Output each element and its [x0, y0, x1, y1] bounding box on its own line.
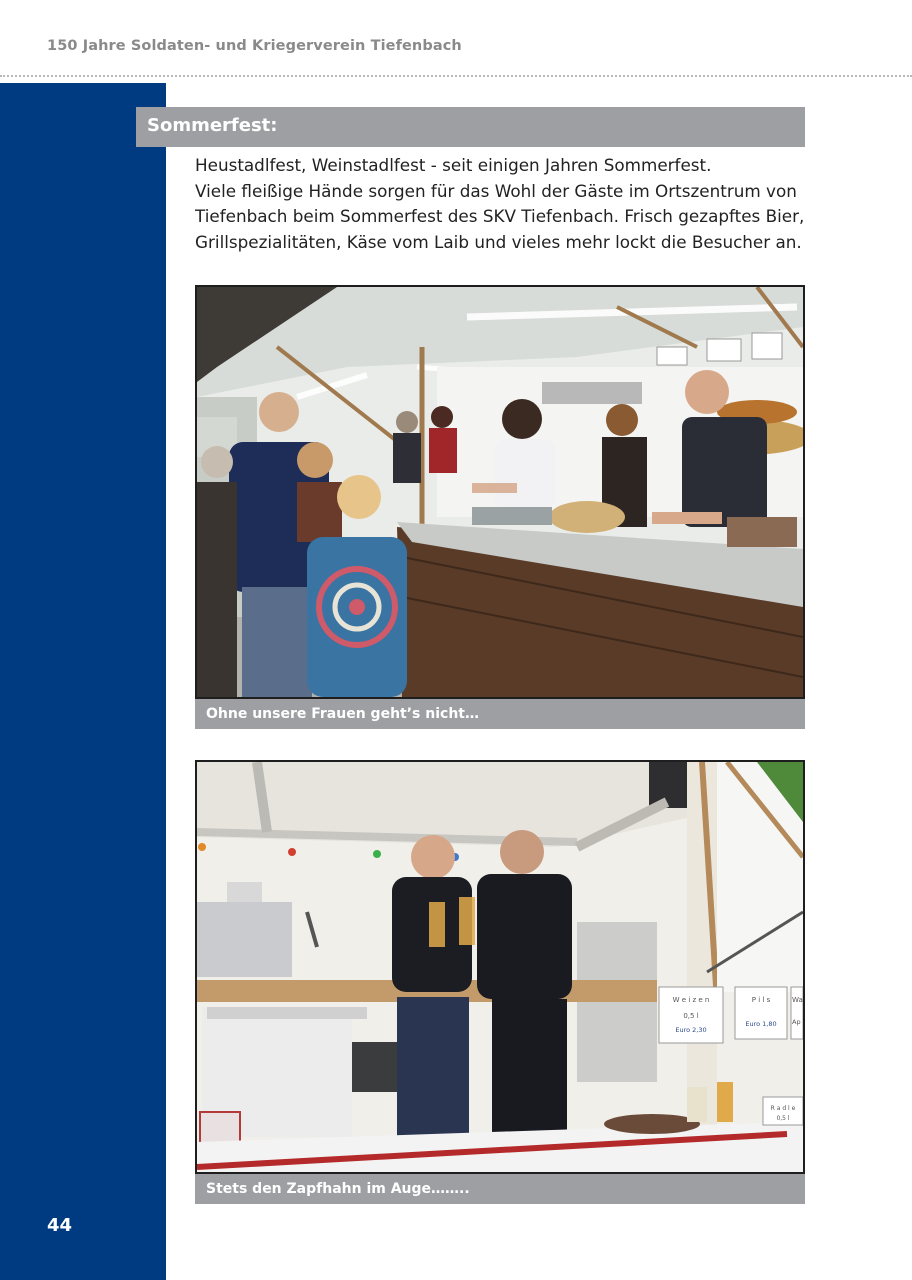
section-heading: Sommerfest:	[136, 107, 805, 147]
intro-line-4: Grillspezialitäten, Käse vom Laib und vieles mehr lockt die Besucher an.	[195, 231, 802, 252]
intro-line-1: Heustadlfest, Weinstadlfest - seit einigen Jahren Sommerfest.	[195, 155, 712, 175]
photo-beer-bar-image	[197, 762, 803, 1172]
price-sign-partial	[791, 987, 803, 1039]
price-sign-partial-line-1: Wa	[792, 996, 803, 1004]
photo-serving-counter	[195, 285, 805, 699]
price-sign-radler-line-1: R a d l e	[770, 1105, 796, 1112]
price-sign-radler	[763, 1097, 803, 1125]
price-sign-weizen-line-2: 0,5 l	[683, 1012, 699, 1020]
intro-line-3: Tiefenbach beim Sommerfest des SKV Tiefenbach. Frisch gezapftes Bier,	[195, 206, 805, 226]
photo-caption: Stets den Zapfhahn im Auge……..	[195, 1174, 805, 1204]
header-divider	[0, 75, 912, 77]
price-sign-radler-line-2: 0,5 l	[776, 1115, 790, 1122]
page-number: 44	[47, 1215, 73, 1236]
price-sign-partial-line-3: Ap	[792, 1018, 801, 1026]
price-sign-pils-line-3: Euro 1,80	[745, 1020, 777, 1028]
photo-caption: Ohne unsere Frauen geht’s nicht…	[195, 699, 805, 729]
price-sign-weizen-line-3: Euro 2,30	[675, 1026, 707, 1034]
photo-beer-bar	[195, 760, 805, 1174]
price-sign-weizen	[659, 987, 723, 1043]
intro-line-2: Viele fleißige Hände sorgen für das Wohl der Gäste im Ortszentrum von	[195, 180, 797, 201]
price-sign-weizen-line-1: W e i z e n	[672, 996, 710, 1004]
price-sign-pils-line-1: P i l s	[751, 996, 771, 1004]
photo-serving-counter-image	[197, 287, 803, 697]
intro-paragraph	[195, 153, 815, 255]
running-header: 150 Jahre Soldaten- und Kriegerverein Tiefenbach	[47, 38, 462, 54]
price-sign-pils	[735, 987, 787, 1039]
sidebar-band	[0, 83, 166, 1280]
